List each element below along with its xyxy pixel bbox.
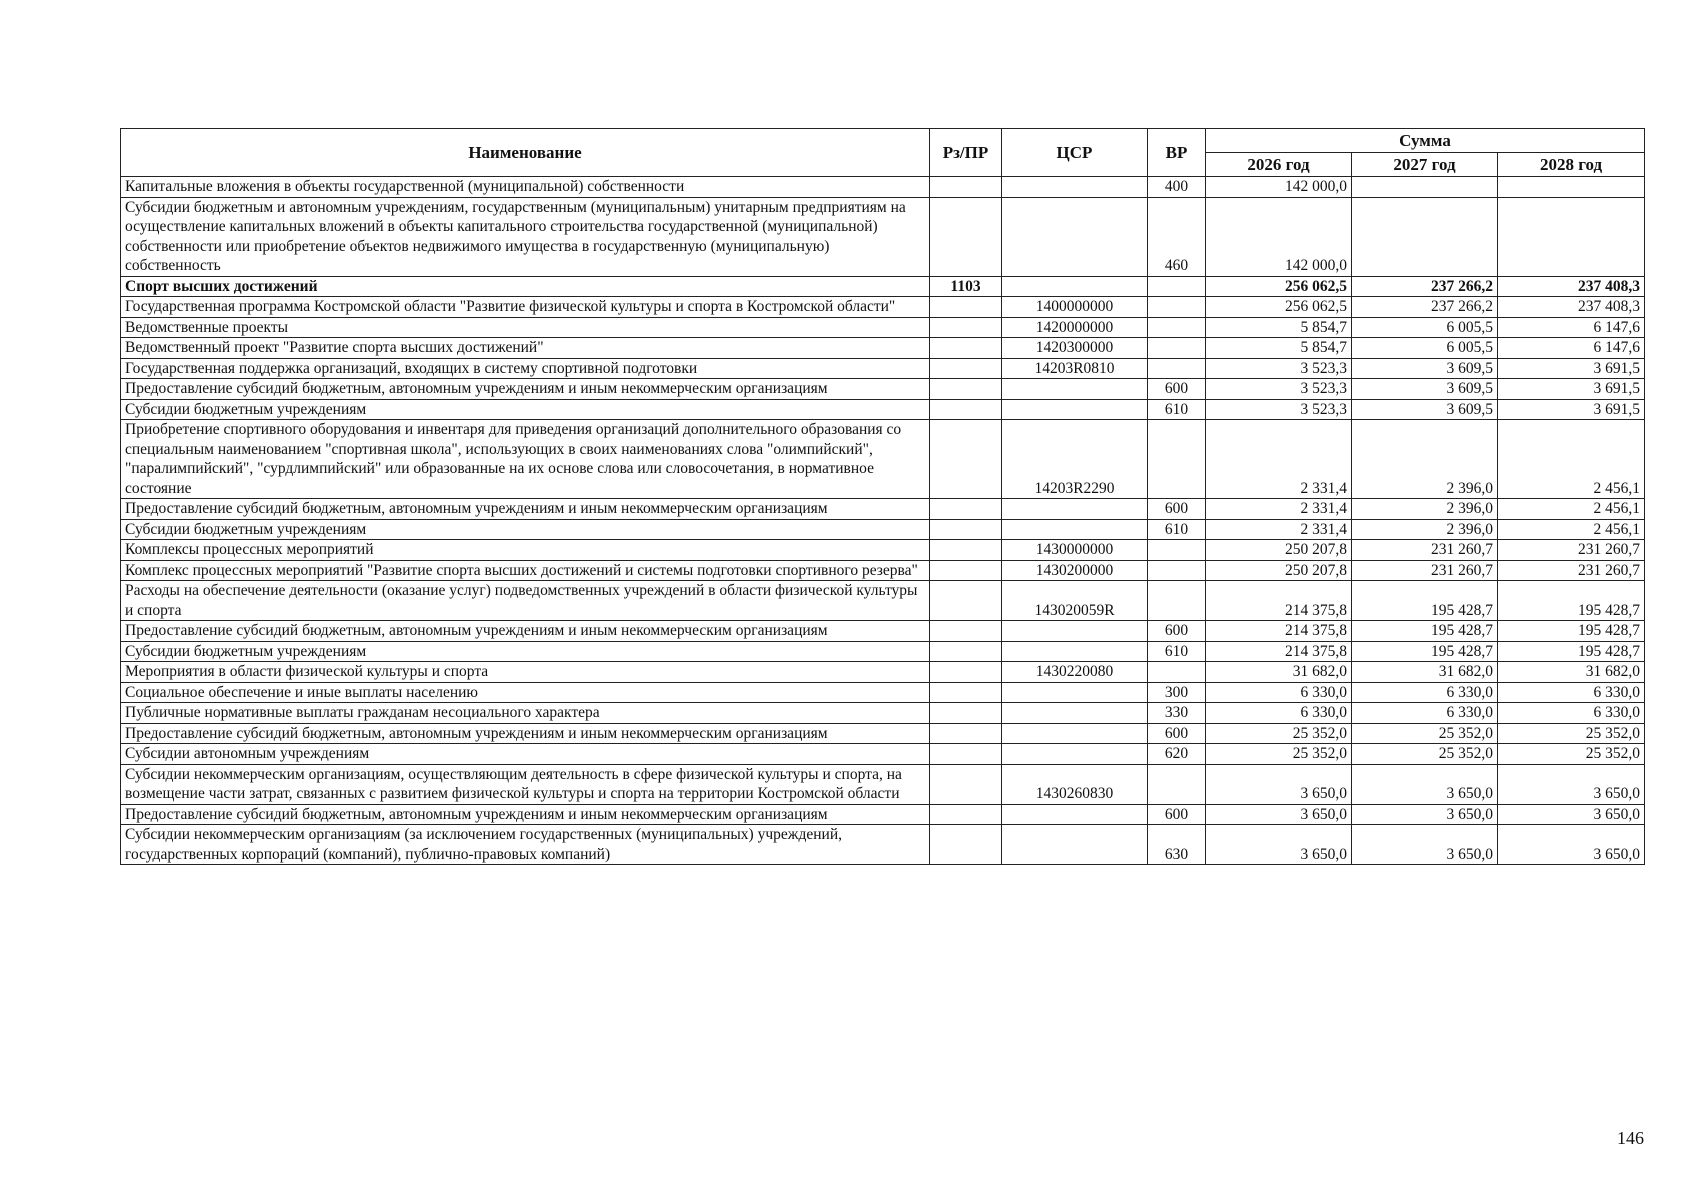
header-summa: Сумма [1206, 129, 1645, 153]
page-number: 146 [1617, 1128, 1644, 1148]
cell-vr: 600 [1148, 723, 1206, 744]
cell-name: Субсидии бюджетным учреждениям [121, 519, 930, 540]
table-row [121, 581, 1645, 621]
cell-name: Расходы на обеспечение деятельности (оказание услуг) подведомственных учреждений в области физической культуры и спорта [121, 581, 930, 621]
cell-rz-pr [930, 825, 1002, 865]
cell-csr: 1420300000 [1002, 338, 1148, 359]
cell-name: Субсидии некоммерческим организациям, осуществляющим деятельность в сфере физической культуры и спорта, на возмещение части затрат, связанных с развитием физической культуры и спорта на территории Костромской области [121, 764, 930, 804]
cell-2026: 256 062,5 [1206, 276, 1352, 297]
cell-vr: 610 [1148, 519, 1206, 540]
cell-2028: 231 260,7 [1498, 560, 1645, 581]
cell-csr [1002, 621, 1148, 642]
cell-csr [1002, 519, 1148, 540]
cell-vr [1148, 540, 1206, 561]
cell-name: Предоставление субсидий бюджетным, автономным учреждениям и иным некоммерческим организациям [121, 499, 930, 520]
cell-vr: 610 [1148, 641, 1206, 662]
cell-vr [1148, 764, 1206, 804]
table-row [121, 317, 1645, 338]
cell-2027: 3 650,0 [1352, 804, 1498, 825]
cell-2028: 231 260,7 [1498, 540, 1645, 561]
table-row [121, 379, 1645, 400]
table-row [121, 764, 1645, 804]
cell-vr: 630 [1148, 825, 1206, 865]
table-row [121, 662, 1645, 683]
table-row [121, 399, 1645, 420]
cell-csr: 14203R2290 [1002, 420, 1148, 499]
cell-rz-pr [930, 338, 1002, 359]
cell-2026: 3 650,0 [1206, 804, 1352, 825]
header-year-2028: 2028 год [1498, 153, 1645, 177]
cell-2027: 237 266,2 [1352, 297, 1498, 318]
cell-2028: 6 330,0 [1498, 703, 1645, 724]
table-row [121, 420, 1645, 499]
cell-rz-pr [930, 662, 1002, 683]
cell-2026: 2 331,4 [1206, 519, 1352, 540]
cell-csr [1002, 744, 1148, 765]
cell-vr: 600 [1148, 804, 1206, 825]
cell-vr [1148, 560, 1206, 581]
cell-2028: 2 456,1 [1498, 499, 1645, 520]
cell-csr [1002, 177, 1148, 198]
cell-name: Мероприятия в области физической культуры и спорта [121, 662, 930, 683]
cell-vr: 330 [1148, 703, 1206, 724]
cell-vr: 600 [1148, 621, 1206, 642]
cell-2027: 2 396,0 [1352, 519, 1498, 540]
cell-2027 [1352, 177, 1498, 198]
cell-2028: 6 147,6 [1498, 338, 1645, 359]
cell-2026: 142 000,0 [1206, 197, 1352, 276]
cell-vr [1148, 358, 1206, 379]
cell-vr: 460 [1148, 197, 1206, 276]
cell-rz-pr [930, 399, 1002, 420]
cell-2028: 195 428,7 [1498, 581, 1645, 621]
cell-2026: 25 352,0 [1206, 723, 1352, 744]
cell-name: Комплекс процессных мероприятий "Развитие спорта высших достижений и системы подготовки спортивного резерва" [121, 560, 930, 581]
table-row [121, 276, 1645, 297]
header-csr: ЦСР [1002, 129, 1148, 177]
cell-name: Предоставление субсидий бюджетным, автономным учреждениям и иным некоммерческим организациям [121, 804, 930, 825]
cell-2027: 31 682,0 [1352, 662, 1498, 683]
cell-vr [1148, 276, 1206, 297]
cell-name: Публичные нормативные выплаты гражданам несоциального характера [121, 703, 930, 724]
cell-2028: 3 691,5 [1498, 379, 1645, 400]
cell-rz-pr [930, 703, 1002, 724]
header-rz-pr: Рз/ПР [930, 129, 1002, 177]
cell-vr: 610 [1148, 399, 1206, 420]
cell-2026: 6 330,0 [1206, 703, 1352, 724]
cell-rz-pr [930, 560, 1002, 581]
cell-csr: 1430220080 [1002, 662, 1148, 683]
cell-2028 [1498, 177, 1645, 198]
cell-2026: 25 352,0 [1206, 744, 1352, 765]
cell-2026: 256 062,5 [1206, 297, 1352, 318]
cell-rz-pr [930, 499, 1002, 520]
cell-2028: 2 456,1 [1498, 519, 1645, 540]
cell-2026: 250 207,8 [1206, 540, 1352, 561]
table-row [121, 519, 1645, 540]
cell-2026: 3 650,0 [1206, 764, 1352, 804]
cell-vr [1148, 662, 1206, 683]
cell-2027: 6 005,5 [1352, 338, 1498, 359]
cell-name: Предоставление субсидий бюджетным, автономным учреждениям и иным некоммерческим организациям [121, 621, 930, 642]
cell-name: Спорт высших достижений [121, 276, 930, 297]
budget-table [120, 128, 1645, 865]
cell-2027: 3 650,0 [1352, 764, 1498, 804]
cell-2027: 237 266,2 [1352, 276, 1498, 297]
cell-csr [1002, 682, 1148, 703]
header-year-2027: 2027 год [1352, 153, 1498, 177]
cell-vr [1148, 581, 1206, 621]
cell-rz-pr [930, 621, 1002, 642]
table-row [121, 703, 1645, 724]
cell-2028: 6 330,0 [1498, 682, 1645, 703]
cell-2027: 6 005,5 [1352, 317, 1498, 338]
cell-rz-pr [930, 297, 1002, 318]
table-row [121, 682, 1645, 703]
header-year-2026: 2026 год [1206, 153, 1352, 177]
table-row [121, 744, 1645, 765]
cell-rz-pr [930, 682, 1002, 703]
cell-2026: 3 650,0 [1206, 825, 1352, 865]
cell-vr: 620 [1148, 744, 1206, 765]
cell-2027: 2 396,0 [1352, 499, 1498, 520]
cell-vr [1148, 420, 1206, 499]
cell-2026: 2 331,4 [1206, 420, 1352, 499]
table-row [121, 804, 1645, 825]
table-row [121, 825, 1645, 865]
cell-2028: 2 456,1 [1498, 420, 1645, 499]
cell-csr: 1430000000 [1002, 540, 1148, 561]
cell-2028: 31 682,0 [1498, 662, 1645, 683]
cell-csr [1002, 499, 1148, 520]
cell-2028: 3 650,0 [1498, 804, 1645, 825]
cell-2028: 195 428,7 [1498, 621, 1645, 642]
cell-2026: 5 854,7 [1206, 317, 1352, 338]
cell-rz-pr [930, 641, 1002, 662]
cell-2028 [1498, 197, 1645, 276]
cell-2027: 2 396,0 [1352, 420, 1498, 499]
cell-vr [1148, 317, 1206, 338]
cell-rz-pr [930, 358, 1002, 379]
cell-2027: 195 428,7 [1352, 581, 1498, 621]
header-name: Наименование [121, 129, 930, 177]
cell-2028: 3 691,5 [1498, 358, 1645, 379]
cell-2026: 3 523,3 [1206, 399, 1352, 420]
cell-rz-pr [930, 540, 1002, 561]
cell-csr: 1420000000 [1002, 317, 1148, 338]
cell-name: Капитальные вложения в объекты государственной (муниципальной) собственности [121, 177, 930, 198]
cell-2026: 142 000,0 [1206, 177, 1352, 198]
cell-csr: 143020059R [1002, 581, 1148, 621]
cell-vr: 600 [1148, 379, 1206, 400]
cell-rz-pr [930, 177, 1002, 198]
cell-name: Предоставление субсидий бюджетным, автономным учреждениям и иным некоммерческим организациям [121, 379, 930, 400]
cell-name: Социальное обеспечение и иные выплаты населению [121, 682, 930, 703]
cell-csr [1002, 723, 1148, 744]
cell-csr [1002, 804, 1148, 825]
cell-csr: 1430260830 [1002, 764, 1148, 804]
cell-csr [1002, 825, 1148, 865]
table-body [121, 177, 1645, 865]
cell-rz-pr: 1103 [930, 276, 1002, 297]
cell-rz-pr [930, 581, 1002, 621]
cell-name: Комплексы процессных мероприятий [121, 540, 930, 561]
cell-csr: 1400000000 [1002, 297, 1148, 318]
cell-2026: 250 207,8 [1206, 560, 1352, 581]
cell-2028: 6 147,6 [1498, 317, 1645, 338]
header-vr: ВР [1148, 129, 1206, 177]
cell-2027: 3 650,0 [1352, 825, 1498, 865]
cell-2027: 195 428,7 [1352, 621, 1498, 642]
cell-2027: 3 609,5 [1352, 399, 1498, 420]
cell-csr [1002, 641, 1148, 662]
cell-2026: 214 375,8 [1206, 621, 1352, 642]
cell-2027: 6 330,0 [1352, 682, 1498, 703]
cell-2027: 231 260,7 [1352, 540, 1498, 561]
cell-2028: 3 650,0 [1498, 764, 1645, 804]
cell-rz-pr [930, 764, 1002, 804]
table-row [121, 358, 1645, 379]
cell-rz-pr [930, 804, 1002, 825]
table-row [121, 499, 1645, 520]
cell-2026: 214 375,8 [1206, 641, 1352, 662]
table-row [121, 560, 1645, 581]
cell-csr [1002, 379, 1148, 400]
cell-2026: 6 330,0 [1206, 682, 1352, 703]
cell-2027: 25 352,0 [1352, 723, 1498, 744]
cell-name: Субсидии автономным учреждениям [121, 744, 930, 765]
cell-csr [1002, 703, 1148, 724]
cell-name: Государственная поддержка организаций, входящих в систему спортивной подготовки [121, 358, 930, 379]
cell-2027: 3 609,5 [1352, 358, 1498, 379]
budget-table-container [120, 128, 1644, 865]
table-row [121, 197, 1645, 276]
cell-2028: 237 408,3 [1498, 276, 1645, 297]
table-header [121, 129, 1645, 177]
table-row [121, 338, 1645, 359]
cell-2028: 3 650,0 [1498, 825, 1645, 865]
cell-csr [1002, 276, 1148, 297]
cell-name: Субсидии некоммерческим организациям (за исключением государственных (муниципальных) учреждений, государственных корпораций (компаний), публично-правовых компаний) [121, 825, 930, 865]
cell-2026: 3 523,3 [1206, 358, 1352, 379]
cell-2026: 2 331,4 [1206, 499, 1352, 520]
cell-2027: 6 330,0 [1352, 703, 1498, 724]
table-row [121, 641, 1645, 662]
cell-name: Ведомственные проекты [121, 317, 930, 338]
cell-rz-pr [930, 723, 1002, 744]
table-row [121, 297, 1645, 318]
cell-name: Государственная программа Костромской области "Развитие физической культуры и спорта в Костромской области" [121, 297, 930, 318]
cell-2026: 5 854,7 [1206, 338, 1352, 359]
cell-csr [1002, 197, 1148, 276]
cell-rz-pr [930, 197, 1002, 276]
cell-vr [1148, 297, 1206, 318]
cell-2028: 195 428,7 [1498, 641, 1645, 662]
cell-vr: 400 [1148, 177, 1206, 198]
cell-name: Предоставление субсидий бюджетным, автономным учреждениям и иным некоммерческим организациям [121, 723, 930, 744]
cell-2026: 31 682,0 [1206, 662, 1352, 683]
cell-rz-pr [930, 420, 1002, 499]
table-row [121, 177, 1645, 198]
cell-csr [1002, 399, 1148, 420]
table-row [121, 621, 1645, 642]
cell-name: Приобретение спортивного оборудования и инвентаря для приведения организаций дополнительного образования со специальным наименованием "спортивная школа", использующих в своих наименованиях слова "олимпийский", "паралимпийский", "сурдлимпийский" или образованные на их основе слова или словосочетания, в нормативное состояние [121, 420, 930, 499]
cell-2027: 195 428,7 [1352, 641, 1498, 662]
cell-rz-pr [930, 519, 1002, 540]
cell-2027: 231 260,7 [1352, 560, 1498, 581]
cell-rz-pr [930, 744, 1002, 765]
cell-vr [1148, 338, 1206, 359]
cell-2027: 3 609,5 [1352, 379, 1498, 400]
cell-2028: 25 352,0 [1498, 723, 1645, 744]
cell-name: Субсидии бюджетным и автономным учреждениям, государственным (муниципальным) унитарным предприятиям на осуществление капитальных вложений в объекты капитального строительства государственной (муниципальной) собственности или приобретение объектов недвижимого имущества в государственную (муниципальную) собственность [121, 197, 930, 276]
cell-rz-pr [930, 379, 1002, 400]
cell-2028: 237 408,3 [1498, 297, 1645, 318]
cell-2026: 214 375,8 [1206, 581, 1352, 621]
cell-name: Ведомственный проект "Развитие спорта высших достижений" [121, 338, 930, 359]
cell-vr: 300 [1148, 682, 1206, 703]
cell-name: Субсидии бюджетным учреждениям [121, 399, 930, 420]
cell-2027: 25 352,0 [1352, 744, 1498, 765]
cell-2028: 25 352,0 [1498, 744, 1645, 765]
cell-2026: 3 523,3 [1206, 379, 1352, 400]
table-row [121, 723, 1645, 744]
cell-2027 [1352, 197, 1498, 276]
cell-2028: 3 691,5 [1498, 399, 1645, 420]
cell-rz-pr [930, 317, 1002, 338]
cell-name: Субсидии бюджетным учреждениям [121, 641, 930, 662]
cell-csr: 14203R0810 [1002, 358, 1148, 379]
cell-csr: 1430200000 [1002, 560, 1148, 581]
cell-vr: 600 [1148, 499, 1206, 520]
table-row [121, 540, 1645, 561]
